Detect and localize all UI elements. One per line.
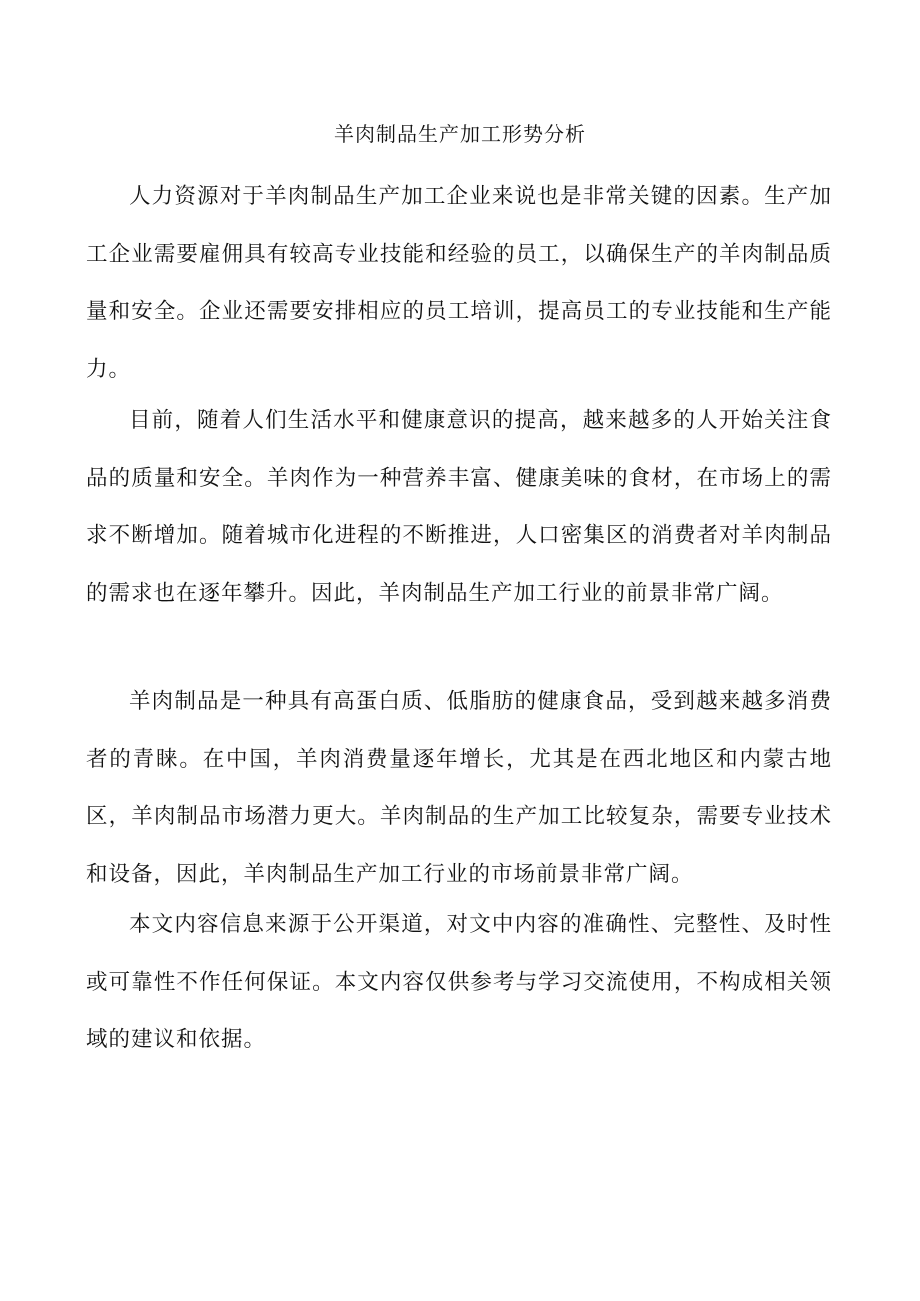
document-title: 羊肉制品生产加工形势分析 — [334, 122, 586, 146]
paragraph-disclaimer: 本文内容信息来源于公开渠道，对文中内容的准确性、完整性、及时性或可靠性不作任何保证。本文内容仅供参考与学习交流使用，不构成相关领域的建议和依据。 — [86, 912, 832, 1052]
paragraph-human-resources: 人力资源对于羊肉制品生产加工企业来说也是非常关键的因素。生产加工企业需要雇佣具有较高专业技能和经验的员工，以确保生产的羊肉制品质量和安全。企业还需要安排相应的员工培训，提高员工的专业技能和生产能力。 — [86, 184, 832, 382]
paragraph-product-overview: 羊肉制品是一种具有高蛋白质、低脂肪的健康食品，受到越来越多消费者的青睐。在中国，羊肉消费量逐年增长，尤其是在西北地区和内蒙古地区，羊肉制品市场潜力更大。羊肉制品的生产加工比较复杂，需要专业技术和设备，因此，羊肉制品生产加工行业的市场前景非常广阔。 — [86, 689, 832, 887]
paragraph-market-demand: 目前，随着人们生活水平和健康意识的提高，越来越多的人开始关注食品的质量和安全。羊肉作为一种营养丰富、健康美味的食材，在市场上的需求不断增加。随着城市化进程的不断推进，人口密集区的消费者对羊肉制品的需求也在逐年攀升。因此，羊肉制品生产加工行业的前景非常广阔。 — [86, 408, 832, 606]
